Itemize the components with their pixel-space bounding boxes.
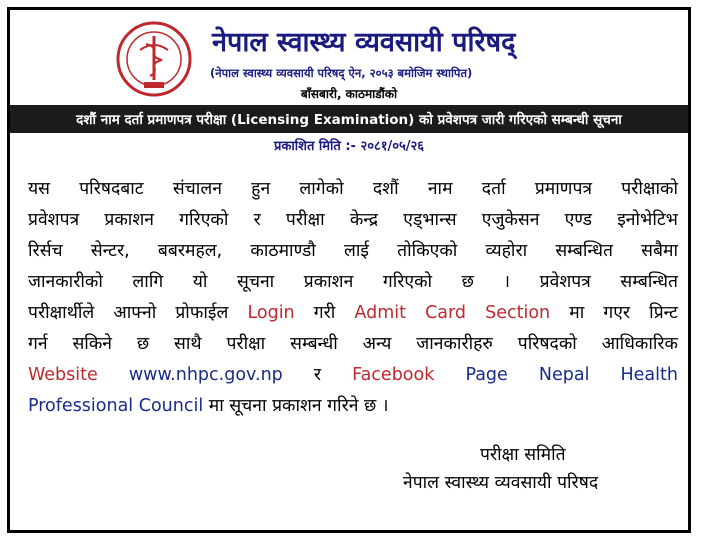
body-line-7-and: र	[313, 365, 322, 385]
body-line-4: जानकारीको लागि यो सूचना प्रकाशन गरिएको छ । प्रवेशपत्र सम्बन्धित	[28, 272, 678, 292]
facebook-page-link[interactable]: Page Nepal Health	[465, 365, 678, 385]
body-line-8	[28, 391, 678, 422]
signature-organization: नेपाल स्वास्थ्य व्यवसायी परिषद	[403, 473, 599, 493]
council-address: बाँसबारी, काठमाडौंको	[300, 87, 398, 101]
notice-heading: दशौं नाम दर्ता प्रमाणपत्र परीक्षा (Licensing Examination) को प्रवेशपत्र जारी गरिएको सम्बन्धी सूचना	[76, 112, 622, 128]
body-line-5-end: मा गएर प्रिन्ट	[550, 303, 678, 323]
council-title: नेपाल स्वास्थ्य व्यवसायी परिषद्	[212, 27, 516, 58]
body-line-1: यस परिषदबाट संचालन हुन लागेको दशौं नाम दर्ता प्रमाणपत्र परीक्षाको	[28, 179, 678, 199]
council-subtitle: (नेपाल स्वास्थ्य व्यवसायी परिषद् ऐन, २०५३ बमोजिम स्थापित)	[210, 66, 473, 80]
notice-body	[28, 174, 678, 422]
published-date: प्रकाशित मिति :- २०८१/०५/२६	[273, 139, 425, 154]
body-line-6: गर्न सकिने छ साथै परीक्षा सम्बन्धी अन्य जानकारीहरु परिषदको आधिकारिक	[28, 334, 678, 354]
body-line-5-mid: गरी	[294, 303, 355, 323]
admit-card-section-link[interactable]: Admit Card Section	[354, 303, 551, 323]
body-line-2: प्रवेशपत्र प्रकाशन गरिएको र परीक्षा केन्द्र एड्भान्स एजुकेसन एण्ड इनोभेटिभ	[28, 210, 678, 230]
body-line-8-end: मा सूचना प्रकाशन गरिने छ ।	[203, 396, 389, 416]
body-line-5	[28, 298, 678, 329]
body-line-3: रिर्सच सेन्टर, बबरमहल, काठमाण्डौ लाई तोकिएको व्यहोरा सम्बन्धित सबैमा	[28, 241, 678, 261]
notice-frame	[7, 7, 691, 533]
body-line-5-start: परीक्षार्थीले आफ्नो प्रोफाईल	[28, 303, 248, 323]
notice-heading-banner	[10, 105, 688, 133]
signature-committee: परीक्षा समिति	[480, 445, 566, 465]
body-line-7	[28, 360, 678, 391]
website-url-link[interactable]: www.nhpc.gov.np	[128, 365, 283, 385]
facebook-label: Facebook	[352, 365, 435, 385]
facebook-page-link-cont[interactable]: Professional Council	[28, 396, 204, 416]
login-link[interactable]: Login	[247, 303, 295, 323]
website-label: Website	[28, 365, 98, 385]
